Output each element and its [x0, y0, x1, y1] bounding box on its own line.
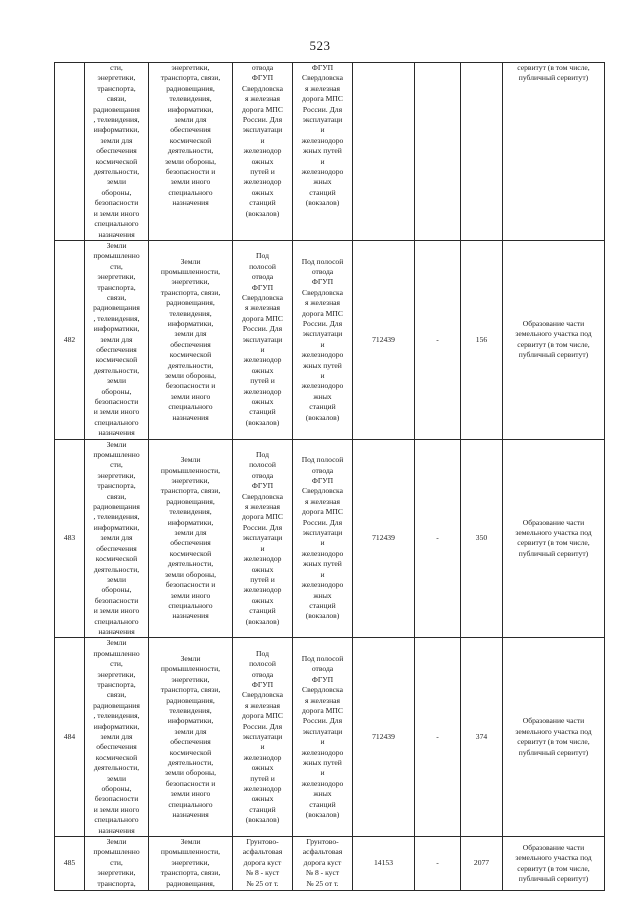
- purpose-description: Образование части земельного участка под сервитут (в том числе, публичный сервитут): [503, 837, 605, 891]
- dash-cell: -: [415, 439, 461, 638]
- land-category: Земли промышленно сти, энергетики, транспорта,: [85, 837, 149, 891]
- cadastral-code: 14153: [353, 837, 415, 891]
- purpose-description: сервитут (в том числе, публичный сервитут): [503, 63, 605, 241]
- table-row: [55, 63, 605, 241]
- location-description-alt: Под полосой отвода ФГУП Свердловска я железная дорога МПС России. Для эксплуатаци и железнодоро жных путей и железнодоро жных станций (вокзалов): [293, 240, 353, 439]
- location-description-alt: Под полосой отвода ФГУП Свердловска я железная дорога МПС России. Для эксплуатаци и железнодоро жных путей и железнодоро жных станций (вокзалов): [293, 638, 353, 837]
- row-number: [55, 63, 85, 241]
- area-value: [461, 63, 503, 241]
- location-description: Под полосой отвода ФГУП Свердловска я железная дорога МПС России. Для эксплуатаци и железнодор ожных путей и железнодор ожных станций (вокзалов): [233, 240, 293, 439]
- location-description-alt: Под полосой отвода ФГУП Свердловска я железная дорога МПС России. Для эксплуатаци и железнодоро жных путей и железнодоро жных станций (вокзалов): [293, 439, 353, 638]
- land-category: Земли промышленно сти, энергетики, транспорта, связи, радиовещания , телевидения, информатики, земли для обеспечения космической деятельности, земли обороны, безопасности и земли иного специального назначения: [85, 638, 149, 837]
- area-value: 156: [461, 240, 503, 439]
- cadastral-code: [353, 63, 415, 241]
- row-number: 482: [55, 240, 85, 439]
- location-description: отвода ФГУП Свердловска я железная дорога МПС России. Для эксплуатаци и железнодор ожных путей и железнодор ожных станций (вокзалов): [233, 63, 293, 241]
- location-description: Грунтово- асфальтовая дорога куст № 8 - куст № 25 от т.: [233, 837, 293, 891]
- dash-cell: [415, 63, 461, 241]
- table-row: [55, 439, 605, 638]
- dash-cell: -: [415, 240, 461, 439]
- land-plots-table: [54, 62, 605, 891]
- land-category: Земли промышленно сти, энергетики, транспорта, связи, радиовещания , телевидения, информатики, земли для обеспечения космической деятельности, земли обороны, безопасности и земли иного специального назначения: [85, 439, 149, 638]
- cadastral-code: 712439: [353, 240, 415, 439]
- area-value: 374: [461, 638, 503, 837]
- purpose-description: Образование части земельного участка под сервитут (в том числе, публичный сервитут): [503, 638, 605, 837]
- permitted-use: энергетики, транспорта, связи, радиовещания, телевидения, информатики, земли для обеспечения космической деятельности, земли обороны, безопасности и земли иного специального назначения: [149, 63, 233, 241]
- dash-cell: -: [415, 837, 461, 891]
- table-row: [55, 638, 605, 837]
- land-category: сти, энергетики, транспорта, связи, радиовещания , телевидения, информатики, земли для обеспечения космической деятельности, земли обороны, безопасности и земли иного специального назначения: [85, 63, 149, 241]
- row-number: 485: [55, 837, 85, 891]
- purpose-description: Образование части земельного участка под сервитут (в том числе, публичный сервитут): [503, 240, 605, 439]
- table-row: [55, 240, 605, 439]
- permitted-use: Земли промышленности, энергетики, транспорта, связи, радиовещания,: [149, 837, 233, 891]
- location-description-alt: Грунтово- асфальтовая дорога куст № 8 - куст № 25 от т.: [293, 837, 353, 891]
- land-category: Земли промышленно сти, энергетики, транспорта, связи, радиовещания , телевидения, информатики, земли для обеспечения космической деятельности, земли обороны, безопасности и земли иного специального назначения: [85, 240, 149, 439]
- cadastral-code: 712439: [353, 439, 415, 638]
- permitted-use: Земли промышленности, энергетики, транспорта, связи, радиовещания, телевидения, информатики, земли для обеспечения космической деятельности, земли обороны, безопасности и земли иного специального назначения: [149, 638, 233, 837]
- row-number: 484: [55, 638, 85, 837]
- area-value: 350: [461, 439, 503, 638]
- location-description: Под полосой отвода ФГУП Свердловска я железная дорога МПС России. Для эксплуатаци и железнодор ожных путей и железнодор ожных станций (вокзалов): [233, 638, 293, 837]
- row-number: 483: [55, 439, 85, 638]
- location-description: Под полосой отвода ФГУП Свердловска я железная дорога МПС России. Для эксплуатаци и железнодор ожных путей и железнодор ожных станций (вокзалов): [233, 439, 293, 638]
- location-description-alt: ФГУП Свердловска я железная дорога МПС России. Для эксплуатаци и железнодоро жных путей и железнодоро жных станций (вокзалов): [293, 63, 353, 241]
- dash-cell: -: [415, 638, 461, 837]
- cadastral-code: 712439: [353, 638, 415, 837]
- purpose-description: Образование части земельного участка под сервитут (в том числе, публичный сервитут): [503, 439, 605, 638]
- area-value: 2077: [461, 837, 503, 891]
- table-row: [55, 837, 605, 891]
- page-number: 523: [309, 38, 331, 53]
- permitted-use: Земли промышленности, энергетики, транспорта, связи, радиовещания, телевидения, информатики, земли для обеспечения космической деятельности, земли обороны, безопасности и земли иного специального назначения: [149, 439, 233, 638]
- permitted-use: Земли промышленности, энергетики, транспорта, связи, радиовещания, телевидения, информатики, земли для обеспечения космической деятельности, земли обороны, безопасности и земли иного специального назначения: [149, 240, 233, 439]
